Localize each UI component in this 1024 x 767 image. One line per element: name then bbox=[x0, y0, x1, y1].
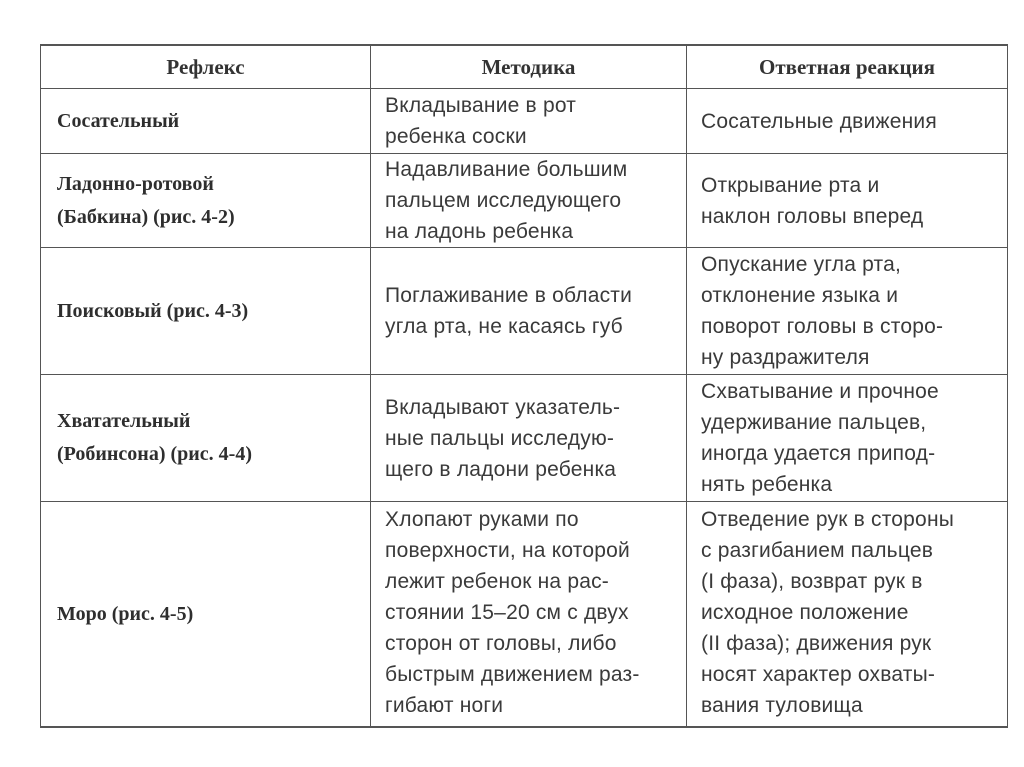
method-text: гибают ноги bbox=[385, 694, 504, 717]
response-cell bbox=[687, 502, 1008, 728]
response-text: удерживание пальцев, bbox=[701, 411, 927, 434]
reflex-text: (Робинсона) (рис. 4-4) bbox=[57, 443, 252, 465]
response-text: иногда удается припод- bbox=[701, 442, 936, 465]
header-reflex: Рефлекс bbox=[41, 45, 371, 89]
method-text: сторон от головы, либо bbox=[385, 632, 617, 655]
response-text: Опускание угла рта, bbox=[701, 253, 902, 276]
response-text: вания туловища bbox=[701, 694, 863, 717]
method-text: Вкладывают указатель- bbox=[385, 395, 621, 419]
response-text: Сосательные движения bbox=[701, 109, 937, 133]
header-method: Методика bbox=[371, 45, 687, 89]
reflex-cell bbox=[41, 502, 371, 728]
method-cell bbox=[371, 375, 687, 502]
response-text: исходное положение bbox=[701, 601, 909, 624]
response-text: с разгибанием пальцев bbox=[701, 539, 934, 562]
reflex-cell bbox=[41, 248, 371, 375]
method-text: ные пальцы исследую- bbox=[385, 426, 615, 450]
table-body bbox=[41, 89, 1008, 728]
method-text: стоянии 15–20 см с двух bbox=[385, 601, 629, 624]
reflex-text: Хватательный bbox=[57, 410, 191, 432]
method-text: ребенка соски bbox=[385, 125, 527, 148]
response-text: нять ребенка bbox=[701, 473, 833, 496]
reflex-cell bbox=[41, 89, 371, 154]
response-text: (I фаза), возврат рук в bbox=[701, 570, 923, 593]
table-row bbox=[41, 375, 1008, 502]
method-text: Вкладывание в рот bbox=[385, 94, 577, 117]
method-text: Хлопают руками по bbox=[385, 508, 579, 531]
method-text: щего в ладони ребенка bbox=[385, 457, 617, 481]
response-cell bbox=[687, 248, 1008, 375]
table-row bbox=[41, 248, 1008, 375]
response-cell bbox=[687, 375, 1008, 502]
method-text: угла рта, не касаясь губ bbox=[385, 315, 623, 338]
reflex-text: Ладонно-ротовой bbox=[57, 172, 214, 195]
method-cell bbox=[371, 248, 687, 375]
reflex-text: Моро (рис. 4-5) bbox=[57, 602, 194, 625]
table-row bbox=[41, 89, 1008, 154]
reflex-text: Поисковый (рис. 4-3) bbox=[57, 299, 249, 322]
reflex-text: Сосательный bbox=[57, 109, 180, 132]
header-response: Ответная реакция bbox=[687, 45, 1008, 89]
table-header bbox=[41, 45, 1008, 89]
response-text: поворот головы в сторо- bbox=[701, 315, 944, 338]
response-text: Открывание рта и bbox=[701, 173, 880, 197]
response-text: ну раздражителя bbox=[701, 346, 870, 369]
response-text: наклон головы вперед bbox=[701, 204, 924, 228]
method-cell bbox=[371, 154, 687, 248]
method-text: поверхности, на которой bbox=[385, 539, 630, 562]
response-text: (II фаза); движения рук bbox=[701, 632, 932, 655]
response-cell bbox=[687, 89, 1008, 154]
table-row bbox=[41, 154, 1008, 248]
method-cell bbox=[371, 502, 687, 728]
reflex-table bbox=[40, 44, 1008, 728]
reflex-cell bbox=[41, 375, 371, 502]
response-text: Отведение рук в стороны bbox=[701, 508, 955, 531]
method-cell bbox=[371, 89, 687, 154]
method-text: лежит ребенок на рас- bbox=[385, 570, 609, 593]
method-text: на ладонь ребенка bbox=[385, 220, 574, 243]
method-text: Поглаживание в области bbox=[385, 284, 633, 307]
method-text: пальцем исследующего bbox=[385, 189, 622, 212]
method-text: быстрым движением раз- bbox=[385, 663, 640, 686]
reflex-text: (Бабкина) (рис. 4-2) bbox=[57, 205, 235, 228]
reflex-table-container bbox=[40, 44, 1007, 728]
response-text: отклонение языка и bbox=[701, 284, 899, 307]
reflex-cell bbox=[41, 154, 371, 248]
header-row bbox=[41, 45, 1008, 89]
table-row bbox=[41, 502, 1008, 728]
response-text: Схватывание и прочное bbox=[701, 380, 939, 403]
response-cell bbox=[687, 154, 1008, 248]
response-text: носят характер охваты- bbox=[701, 663, 936, 686]
method-text: Надавливание большим bbox=[385, 158, 628, 181]
